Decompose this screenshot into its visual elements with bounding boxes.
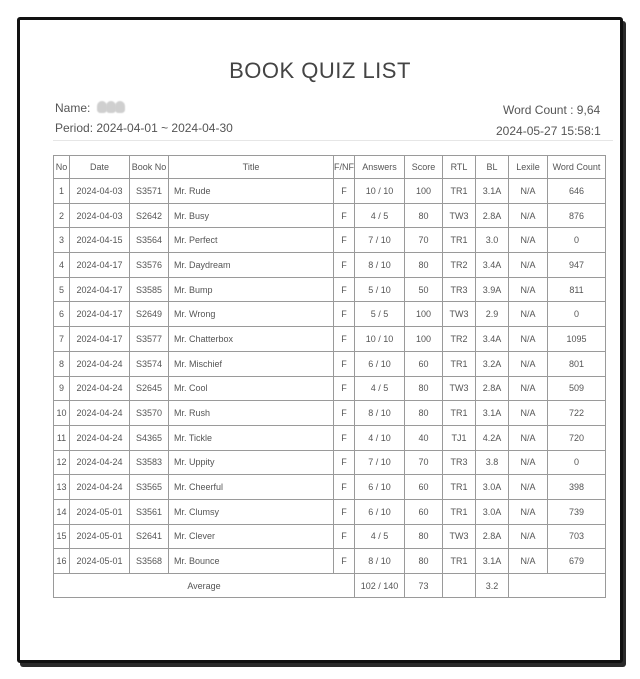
cell-answers: 7 / 10	[355, 450, 405, 475]
cell-fnf: F	[334, 376, 355, 401]
cell-date: 2024-04-15	[70, 228, 130, 253]
table-row	[54, 425, 606, 450]
cell-fnf: F	[334, 499, 355, 524]
cell-date: 2024-04-24	[70, 351, 130, 376]
cell-answers: 5 / 5	[355, 302, 405, 327]
cell-date: 2024-05-01	[70, 549, 130, 574]
cell-rtl: TR1	[443, 499, 476, 524]
cell-bl: 3.1A	[476, 549, 509, 574]
cell-score: 100	[405, 327, 443, 352]
cell-bl: 3.1A	[476, 179, 509, 204]
cell-fnf: F	[334, 450, 355, 475]
cell-title: Mr. Busy	[169, 203, 334, 228]
cell-answers: 4 / 5	[355, 524, 405, 549]
cell-no: 2	[54, 203, 70, 228]
cell-answers: 8 / 10	[355, 401, 405, 426]
table-row	[54, 401, 606, 426]
cell-bl: 3.9A	[476, 277, 509, 302]
cell-score: 80	[405, 203, 443, 228]
cell-bl: 4.2A	[476, 425, 509, 450]
cell-title: Mr. Cool	[169, 376, 334, 401]
cell-title: Mr. Bump	[169, 277, 334, 302]
cell-score: 80	[405, 524, 443, 549]
cell-book-no: S3571	[130, 179, 169, 204]
table-row	[54, 351, 606, 376]
page-title: BOOK QUIZ LIST	[229, 58, 411, 83]
cell-fnf: F	[334, 253, 355, 278]
cell-date: 2024-04-17	[70, 277, 130, 302]
cell-score: 60	[405, 475, 443, 500]
col-header-score: Score	[405, 156, 443, 179]
cell-lexile: N/A	[509, 524, 548, 549]
cell-word-count: 876	[548, 203, 606, 228]
cell-answers: 7 / 10	[355, 228, 405, 253]
student-info	[55, 98, 233, 138]
cell-score: 50	[405, 277, 443, 302]
col-header-answers: Answers	[355, 156, 405, 179]
cell-book-no: S2645	[130, 376, 169, 401]
cell-word-count: 720	[548, 425, 606, 450]
cell-no: 5	[54, 277, 70, 302]
table-row	[54, 179, 606, 204]
cell-book-no: S3570	[130, 401, 169, 426]
table-row	[54, 499, 606, 524]
cell-bl: 2.9	[476, 302, 509, 327]
cell-fnf: F	[334, 351, 355, 376]
cell-fnf: F	[334, 425, 355, 450]
report-frame	[17, 17, 623, 663]
cell-answers: 4 / 5	[355, 376, 405, 401]
cell-lexile: N/A	[509, 450, 548, 475]
cell-book-no: S2641	[130, 524, 169, 549]
cell-word-count: 646	[548, 179, 606, 204]
cell-answers: 5 / 10	[355, 277, 405, 302]
average-answers: 102 / 140	[355, 574, 405, 598]
cell-bl: 2.8A	[476, 376, 509, 401]
table-row	[54, 203, 606, 228]
name-label: Name:	[55, 101, 91, 115]
cell-date: 2024-04-24	[70, 475, 130, 500]
cell-title: Mr. Bounce	[169, 549, 334, 574]
cell-word-count: 1095	[548, 327, 606, 352]
cell-no: 14	[54, 499, 70, 524]
cell-rtl: TW3	[443, 203, 476, 228]
cell-no: 16	[54, 549, 70, 574]
cell-score: 70	[405, 228, 443, 253]
cell-score: 80	[405, 376, 443, 401]
cell-lexile: N/A	[509, 351, 548, 376]
cell-word-count: 811	[548, 277, 606, 302]
cell-date: 2024-05-01	[70, 524, 130, 549]
cell-no: 4	[54, 253, 70, 278]
average-bl: 3.2	[476, 574, 509, 598]
cell-rtl: TR1	[443, 401, 476, 426]
cell-rtl: TR1	[443, 228, 476, 253]
cell-lexile: N/A	[509, 228, 548, 253]
cell-no: 1	[54, 179, 70, 204]
cell-lexile: N/A	[509, 179, 548, 204]
cell-title: Mr. Perfect	[169, 228, 334, 253]
average-empty	[509, 574, 606, 598]
cell-date: 2024-04-24	[70, 376, 130, 401]
cell-bl: 3.8	[476, 450, 509, 475]
cell-lexile: N/A	[509, 401, 548, 426]
cell-bl: 3.0A	[476, 499, 509, 524]
table-row	[54, 524, 606, 549]
cell-date: 2024-04-03	[70, 203, 130, 228]
cell-answers: 6 / 10	[355, 499, 405, 524]
cell-score: 60	[405, 499, 443, 524]
cell-book-no: S3561	[130, 499, 169, 524]
cell-title: Mr. Wrong	[169, 302, 334, 327]
cell-date: 2024-04-03	[70, 179, 130, 204]
cell-title: Mr. Rude	[169, 179, 334, 204]
cell-rtl: TW3	[443, 524, 476, 549]
cell-answers: 8 / 10	[355, 549, 405, 574]
report-timestamp: 2024-05-27 15:58:1	[496, 124, 601, 138]
cell-fnf: F	[334, 228, 355, 253]
cell-rtl: TR1	[443, 179, 476, 204]
cell-title: Mr. Cheerful	[169, 475, 334, 500]
cell-book-no: S3574	[130, 351, 169, 376]
cell-score: 80	[405, 401, 443, 426]
cell-no: 10	[54, 401, 70, 426]
cell-lexile: N/A	[509, 425, 548, 450]
cell-lexile: N/A	[509, 253, 548, 278]
table-row	[54, 475, 606, 500]
cell-fnf: F	[334, 549, 355, 574]
table-row	[54, 549, 606, 574]
cell-book-no: S3564	[130, 228, 169, 253]
cell-bl: 3.0A	[476, 475, 509, 500]
cell-word-count: 0	[548, 450, 606, 475]
col-header-book-no: Book No	[130, 156, 169, 179]
cell-date: 2024-04-17	[70, 253, 130, 278]
cell-score: 80	[405, 253, 443, 278]
cell-lexile: N/A	[509, 376, 548, 401]
cell-word-count: 509	[548, 376, 606, 401]
cell-rtl: TR3	[443, 450, 476, 475]
cell-word-count: 0	[548, 228, 606, 253]
cell-title: Mr. Chatterbox	[169, 327, 334, 352]
cell-book-no: S2642	[130, 203, 169, 228]
col-header-rtl: RTL	[443, 156, 476, 179]
cell-title: Mr. Clumsy	[169, 499, 334, 524]
cell-fnf: F	[334, 203, 355, 228]
table-row	[54, 376, 606, 401]
cell-answers: 4 / 10	[355, 425, 405, 450]
cell-word-count: 398	[548, 475, 606, 500]
cell-title: Mr. Tickle	[169, 425, 334, 450]
average-rtl	[443, 574, 476, 598]
cell-rtl: TR3	[443, 277, 476, 302]
cell-lexile: N/A	[509, 277, 548, 302]
average-row	[54, 574, 606, 598]
cell-no: 8	[54, 351, 70, 376]
cell-lexile: N/A	[509, 499, 548, 524]
cell-word-count: 947	[548, 253, 606, 278]
cell-no: 13	[54, 475, 70, 500]
quiz-table-body	[54, 179, 606, 574]
col-header-title: Title	[169, 156, 334, 179]
cell-fnf: F	[334, 302, 355, 327]
cell-fnf: F	[334, 524, 355, 549]
word-count: Word Count : 9,64	[503, 103, 601, 117]
cell-rtl: TR1	[443, 351, 476, 376]
cell-bl: 2.8A	[476, 524, 509, 549]
period: Period: 2024-04-01 ~ 2024-04-30	[55, 121, 233, 135]
cell-answers: 4 / 5	[355, 203, 405, 228]
cell-rtl: TW3	[443, 302, 476, 327]
cell-lexile: N/A	[509, 302, 548, 327]
cell-bl: 3.4A	[476, 327, 509, 352]
cell-book-no: S3577	[130, 327, 169, 352]
quiz-table	[53, 155, 606, 598]
cell-fnf: F	[334, 327, 355, 352]
cell-date: 2024-05-01	[70, 499, 130, 524]
average-score: 73	[405, 574, 443, 598]
cell-word-count: 801	[548, 351, 606, 376]
table-row	[54, 327, 606, 352]
cell-bl: 3.0	[476, 228, 509, 253]
cell-title: Mr. Daydream	[169, 253, 334, 278]
cell-no: 11	[54, 425, 70, 450]
col-header-no: No	[54, 156, 70, 179]
cell-no: 6	[54, 302, 70, 327]
cell-answers: 10 / 10	[355, 327, 405, 352]
cell-no: 7	[54, 327, 70, 352]
cell-book-no: S3565	[130, 475, 169, 500]
col-header-date: Date	[70, 156, 130, 179]
cell-book-no: S3585	[130, 277, 169, 302]
cell-answers: 6 / 10	[355, 475, 405, 500]
cell-no: 9	[54, 376, 70, 401]
cell-lexile: N/A	[509, 327, 548, 352]
average-label: Average	[54, 574, 355, 598]
cell-bl: 3.2A	[476, 351, 509, 376]
table-row	[54, 302, 606, 327]
cell-answers: 8 / 10	[355, 253, 405, 278]
cell-word-count: 739	[548, 499, 606, 524]
cell-score: 70	[405, 450, 443, 475]
cell-date: 2024-04-24	[70, 401, 130, 426]
cell-score: 80	[405, 549, 443, 574]
cell-word-count: 0	[548, 302, 606, 327]
col-header-fnf: F/NF	[334, 156, 355, 179]
cell-book-no: S3583	[130, 450, 169, 475]
cell-lexile: N/A	[509, 475, 548, 500]
cell-lexile: N/A	[509, 549, 548, 574]
cell-score: 60	[405, 351, 443, 376]
report-info	[450, 100, 601, 143]
cell-fnf: F	[334, 475, 355, 500]
cell-book-no: S3568	[130, 549, 169, 574]
cell-score: 100	[405, 302, 443, 327]
cell-rtl: TR2	[443, 253, 476, 278]
cell-fnf: F	[334, 401, 355, 426]
cell-rtl: TJ1	[443, 425, 476, 450]
cell-date: 2024-04-24	[70, 425, 130, 450]
table-row	[54, 450, 606, 475]
cell-rtl: TR1	[443, 475, 476, 500]
cell-title: Mr. Clever	[169, 524, 334, 549]
cell-rtl: TR2	[443, 327, 476, 352]
table-row	[54, 228, 606, 253]
cell-answers: 10 / 10	[355, 179, 405, 204]
col-header-bl: BL	[476, 156, 509, 179]
cell-lexile: N/A	[509, 203, 548, 228]
cell-title: Mr. Mischief	[169, 351, 334, 376]
table-header-row	[54, 156, 606, 179]
redacted-name	[97, 99, 124, 119]
cell-word-count: 679	[548, 549, 606, 574]
table-row	[54, 277, 606, 302]
cell-bl: 3.4A	[476, 253, 509, 278]
col-header-lexile: Lexile	[509, 156, 548, 179]
cell-date: 2024-04-17	[70, 302, 130, 327]
cell-answers: 6 / 10	[355, 351, 405, 376]
table-row	[54, 253, 606, 278]
cell-score: 100	[405, 179, 443, 204]
cell-score: 40	[405, 425, 443, 450]
header-divider	[53, 140, 613, 141]
cell-date: 2024-04-24	[70, 450, 130, 475]
cell-fnf: F	[334, 277, 355, 302]
cell-fnf: F	[334, 179, 355, 204]
cell-no: 15	[54, 524, 70, 549]
cell-word-count: 703	[548, 524, 606, 549]
cell-date: 2024-04-17	[70, 327, 130, 352]
cell-no: 3	[54, 228, 70, 253]
cell-no: 12	[54, 450, 70, 475]
cell-bl: 2.8A	[476, 203, 509, 228]
cell-rtl: TW3	[443, 376, 476, 401]
cell-word-count: 722	[548, 401, 606, 426]
cell-book-no: S2649	[130, 302, 169, 327]
col-header-word-count: Word Count	[548, 156, 606, 179]
cell-title: Mr. Uppity	[169, 450, 334, 475]
cell-book-no: S3576	[130, 253, 169, 278]
cell-rtl: TR1	[443, 549, 476, 574]
cell-title: Mr. Rush	[169, 401, 334, 426]
cell-book-no: S4365	[130, 425, 169, 450]
cell-bl: 3.1A	[476, 401, 509, 426]
